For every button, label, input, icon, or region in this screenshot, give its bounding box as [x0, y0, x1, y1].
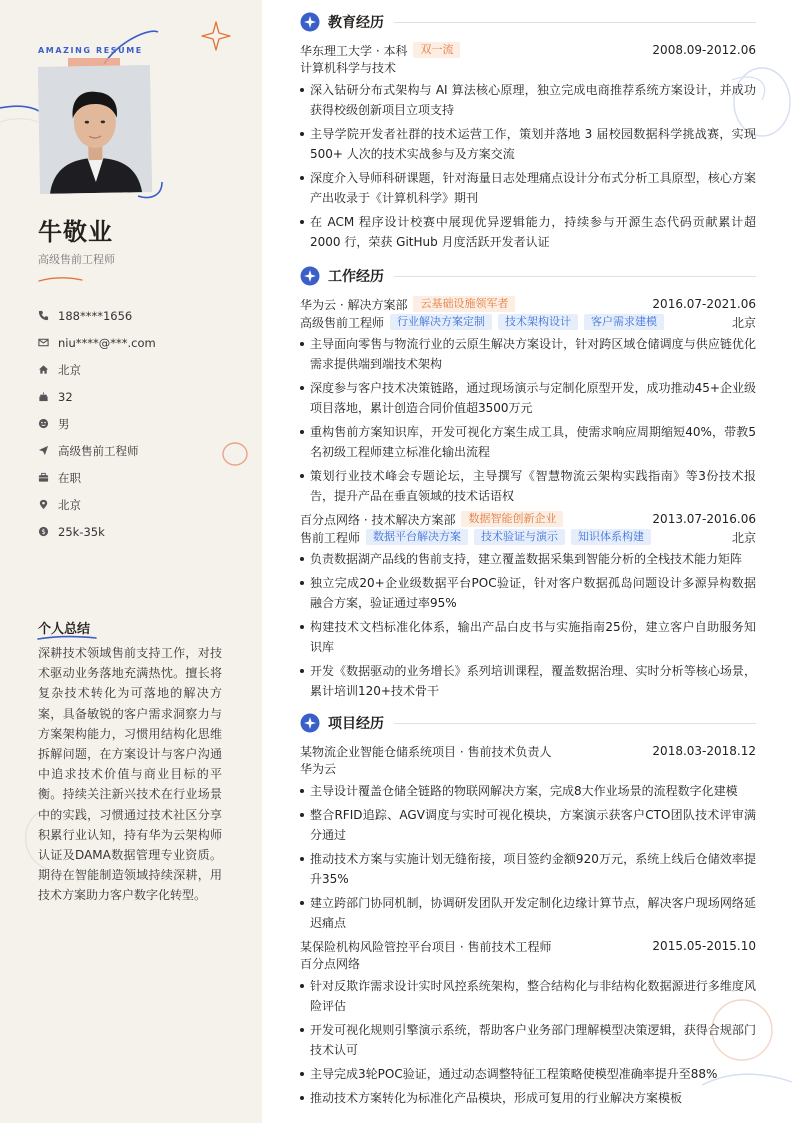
list-item: 重构售前方案知识库，开发可视化方案生成工具，使需求响应周期缩短40%，带教5名初级工程师建立标准化输出流程: [300, 422, 756, 462]
cake-icon: [38, 391, 49, 402]
position-row: [300, 528, 756, 546]
info-text: niu****@***.com: [58, 335, 156, 350]
info-city: [38, 356, 156, 383]
project-bullets: [300, 976, 756, 1108]
title-underline: [38, 274, 84, 284]
list-item: 负责数据湖产品线的售前支持，建立覆盖数据采集到智能分析的全栈技术能力矩阵: [300, 549, 756, 569]
info-text: 25k-35k: [58, 524, 105, 539]
info-text: 高级售前工程师: [58, 443, 139, 458]
list-item: 主导面向零售与物流行业的云原生解决方案设计，针对跨区域仓储调度与供应链优化需求提供端到端技术架构: [300, 334, 756, 374]
contact-info-list: [38, 302, 156, 545]
job-city: 北京: [731, 315, 756, 330]
position-title: 高级售前工程师: [300, 315, 385, 330]
job-row: [300, 510, 756, 528]
job-entry: [300, 510, 756, 701]
summary-text: 深耕技术领域售前支持工作，对技术驱动业务落地充满热忱。擅长将复杂技术转化为可落地的解决方案，具备敏锐的客户需求洞察力与方案架构能力，习惯用结构化思维拆解问题，在方案设计与客户沟通中追求技术价值与商业目标的平衡。持续关注新兴技术在行业场景中的实践，习惯通过技术社区分享积累行业认知，持有华为云架构师认证及DAMA数据管理专业资质。期待在智能制造领域持续深耕，用技术方案助力客户数字化转型。: [38, 646, 222, 903]
project-entry: [300, 742, 756, 933]
date-range: 2018.03-2018.12: [652, 744, 756, 758]
section-divider: [394, 723, 756, 724]
list-item: 独立完成20+企业级数据平台POC验证，针对客户数据孤岛问题设计多源异构数据融合方案，验证通过率95%: [300, 573, 756, 613]
project-org: 华为云: [300, 762, 337, 776]
sparkle-badge-icon: [300, 12, 320, 32]
briefcase-icon: [38, 472, 49, 483]
info-text: 北京: [58, 497, 81, 512]
education-header: [300, 11, 756, 33]
projects-section: [300, 712, 756, 1112]
list-item: 针对反欺诈需求设计实时风控系统架构，整合结构化与非结构化数据源进行多维度风险评估: [300, 976, 756, 1016]
info-gender: [38, 410, 156, 437]
work-header: [300, 265, 756, 287]
send-icon: [38, 445, 49, 456]
summary-underline: [36, 634, 100, 642]
info-text: 188****1656: [58, 308, 133, 323]
info-text: 32: [58, 389, 73, 404]
mail-icon: [38, 337, 49, 348]
date-range: 2013.07-2016.06: [652, 512, 756, 526]
project-bullets: [300, 781, 756, 933]
sidebar: [0, 0, 262, 1123]
section-divider: [394, 22, 756, 23]
resume-tagline: AMAZING RESUME: [38, 46, 143, 55]
project-org: 百分点网络: [300, 957, 361, 971]
candidate-title: 高级售前工程师: [38, 253, 115, 266]
section-title: 工作经历: [328, 269, 384, 285]
skill-tag: 知识体系构建: [571, 529, 651, 545]
company-tag: 数据智能创新企业: [461, 511, 563, 527]
school-name: 华东理工大学 · 本科: [300, 43, 408, 58]
list-item: 建立跨部门协同机制，协调研发团队开发定制化边缘计算节点，解决客户现场网络延迟痛点: [300, 893, 756, 933]
info-salary: [38, 518, 156, 545]
list-item: 推动技术方案转化为标准化产品模块，形成可复用的行业解决方案模板: [300, 1088, 756, 1108]
sparkle-badge-icon: [300, 713, 320, 733]
company-name: 百分点网络 · 技术解决方案部: [300, 512, 456, 527]
date-range: 2015.05-2015.10: [652, 939, 756, 953]
star-icon: [200, 20, 232, 52]
school-tag: 双一流: [413, 42, 460, 58]
projects-header: [300, 712, 756, 734]
education-bullets: [300, 80, 756, 252]
info-target-city: [38, 491, 156, 518]
list-item: 深度介入导师科研课题，针对海量日志处理痛点设计分布式分析工具原型，核心方案产出收录于《计算机科学》期刊: [300, 168, 756, 208]
summary-heading: 个人总结: [38, 622, 91, 637]
info-text: 男: [58, 416, 70, 431]
list-item: 开发可视化规则引擎演示系统，帮助客户业务部门理解模型决策逻辑，获得合规部门技术认可: [300, 1020, 756, 1060]
job-entry: [300, 295, 756, 506]
info-status: [38, 464, 156, 491]
info-email: [38, 329, 156, 356]
dollar-icon: [38, 526, 49, 537]
skill-tag: 行业解决方案定制: [390, 314, 492, 330]
list-item: 主导学院开发者社群的技术运营工作，策划并落地 3 届校园数据科学挑战赛，实现 500+ 人次的技术实战参与及方案交流: [300, 124, 756, 164]
job-city: 北京: [731, 530, 756, 545]
education-row: [300, 41, 756, 59]
avatar: [38, 65, 152, 194]
skill-tag: 数据平台解决方案: [366, 529, 468, 545]
section-title: 教育经历: [328, 15, 384, 31]
list-item: 整合RFID追踪、AGV调度与实时可视化模块，方案演示获客户CTO团队技术评审满分通过: [300, 805, 756, 845]
education-section: [300, 11, 756, 256]
list-item: 主导完成3轮POC验证，通过动态调整特征工程策略使模型准确率提升至88%: [300, 1064, 756, 1084]
info-age: [38, 383, 156, 410]
list-item: 开发《数据驱动的业务增长》系列培训课程，覆盖数据治理、实时分析等核心场景，累计培训120+技术骨干: [300, 661, 756, 701]
home-icon: [38, 364, 49, 375]
job-bullets: [300, 334, 756, 506]
section-title: 项目经历: [328, 716, 384, 732]
info-phone: [38, 302, 156, 329]
position-title: 售前工程师: [300, 530, 361, 545]
project-entry: [300, 937, 756, 1108]
company-tag: 云基础设施领军者: [413, 296, 515, 312]
skill-tag: 技术架构设计: [498, 314, 578, 330]
skill-tag: 技术验证与演示: [474, 529, 565, 545]
svg-text:$: $: [41, 527, 46, 536]
phone-icon: [38, 310, 49, 321]
work-section: [300, 265, 756, 705]
skill-tag: 客户需求建模: [584, 314, 664, 330]
position-row: [300, 313, 756, 331]
info-text: 在职: [58, 470, 81, 485]
face-icon: [38, 418, 49, 429]
candidate-name: 牛敬业: [38, 218, 113, 246]
list-item: 推动技术方案与实施计划无缝衔接，项目签约金额920万元，系统上线后仓储效率提升35%: [300, 849, 756, 889]
job-bullets: [300, 549, 756, 701]
list-item: 深入钻研分布式架构与 AI 算法核心原理，独立完成电商推荐系统方案设计，并成功获得校级创新项目立项支持: [300, 80, 756, 120]
profile-photo: [36, 64, 152, 194]
project-row: [300, 742, 756, 760]
decorative-circle-orange: [220, 440, 250, 470]
project-row: [300, 937, 756, 955]
project-name: 某物流企业智能仓储系统项目 · 售前技术负责人: [300, 744, 552, 759]
list-item: 深度参与客户技术决策链路，通过现场演示与定制化原型开发，成功推动45+企业级项目落地，累计创造合同价值超3500万元: [300, 378, 756, 418]
info-target-position: [38, 437, 156, 464]
main-content: [262, 0, 794, 1123]
location-pin-icon: [38, 499, 49, 510]
project-name: 某保险机构风险管控平台项目 · 售前技术工程师: [300, 939, 552, 954]
company-name: 华为云 · 解决方案部: [300, 297, 408, 312]
info-text: 北京: [58, 362, 81, 377]
major: 计算机科学与技术: [300, 61, 397, 75]
sparkle-badge-icon: [300, 266, 320, 286]
list-item: 主导设计覆盖仓储全链路的物联网解决方案，完成8大作业场景的流程数字化建模: [300, 781, 756, 801]
list-item: 策划行业技术峰会专题论坛，主导撰写《智慧物流云架构实践指南》等3份技术报告，提升产品在垂直领域的技术话语权: [300, 466, 756, 506]
date-range: 2008.09-2012.06: [652, 43, 756, 57]
list-item: 构建技术文档标准化体系，输出产品白皮书与实施指南25份，建立客户自助服务知识库: [300, 617, 756, 657]
section-divider: [394, 276, 756, 277]
list-item: 在 ACM 程序设计校赛中展现优异逻辑能力，持续参与开源生态代码贡献累计超 2000 行，荣获 GitHub 月度活跃开发者认证: [300, 212, 756, 252]
date-range: 2016.07-2021.06: [652, 297, 756, 311]
job-row: [300, 295, 756, 313]
